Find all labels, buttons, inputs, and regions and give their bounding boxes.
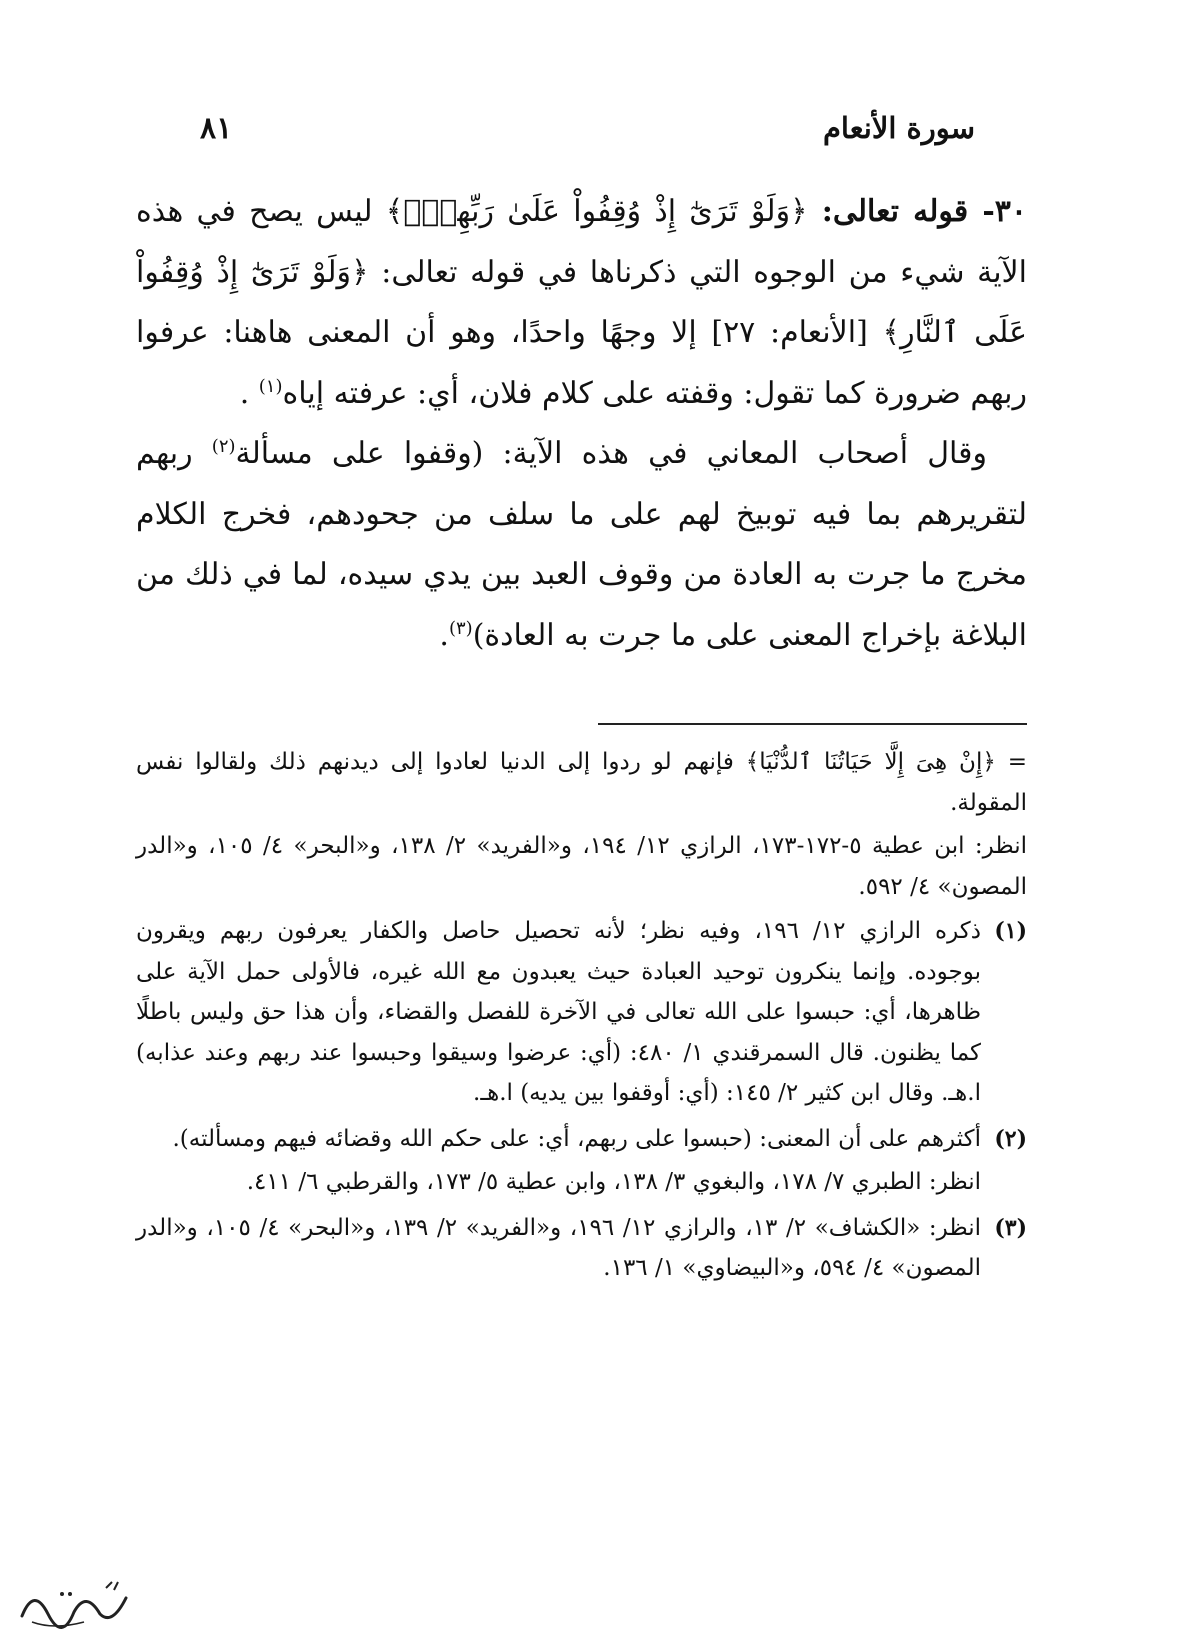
paragraph-ashab-al-maani — [136, 424, 1027, 666]
footnote-text: فإنهم لو ردوا إلى الدنيا لعادوا إلى ديدنهم ذلك ولقالوا نفس المقولة. — [136, 749, 1027, 816]
main-text — [136, 182, 1027, 666]
footnote-text: انظر: «الكشاف» ٢/ ١٣، والرازي ١٢/ ١٩٦، و«الفريد» ٢/ ١٣٩، و«البحر» ٤/ ١٠٥، و«الدر المصون» ٤/ ٥٩٤، و«البيضاوي» ١/ ١٣٦. — [136, 1214, 982, 1281]
footnote-text: أكثرهم على أن المعنى: (حبسوا على ربهم، أي: على حكم الله وقضائه فيهم ومسألته). — [172, 1125, 981, 1152]
footnote-marker: (٣) — [994, 1214, 1027, 1241]
quran-quote: ﴿وَلَوْ تَرَىٰٓ إِذْ وُقِفُواْ عَلَىٰ رَبِّهِمْۚ﴾ — [385, 194, 808, 229]
footnote-body — [136, 911, 981, 1117]
footnote-ref: (١) — [258, 375, 283, 397]
paragraph-text: وقال أصحاب المعاني في هذه الآية: (وقفوا على مسألة — [235, 436, 987, 471]
footnote-continuation — [136, 742, 1027, 823]
footnote-text: ذكره الرازي ١٢/ ١٩٦، وفيه نظر؛ لأنه تحصيل حاصل والكفار يعرفون ربهم ويقرون بوجوده. وإنما ينكرون توحيد العبادة حيث يعبدون مع الله غيره، فالأولى حمل الآية على ظاهرها، أي: حبسوا على الله تعالى في الآخرة للفصل والقضاء، وأن هذا حق وليس باطلًا كما يظنون. قال السمرقندي ١/ ٤٨٠: (أي: عرضوا وسيقوا وحبسوا عند ربهم وعند عذابه) ا.هـ. وقال ابن كثير ٢/ ١٤٥: (أي: أوقفوا بين يديه) ا.هـ. — [136, 918, 982, 1106]
running-header — [200, 108, 975, 148]
footnotes — [136, 742, 1027, 1294]
footnote-body — [136, 1208, 981, 1292]
footnote-continuation-refs: انظر: ابن عطية ٥-١٧٢-١٧٣، الرازي ١٢/ ١٩٤، و«الفريد» ٢/ ١٣٨، و«البحر» ٤/ ١٠٥، و«الدر المصون» ٤/ ٥٩٢. — [136, 833, 1028, 900]
footnote-1 — [136, 911, 1027, 1117]
paragraph-text: ربهم لتقريرهم بما فيه توبيخ لهم على ما سلف من جحودهم، فخرج الكلام مخرج ما جرت به العادة من وقوف العبد بين يدي سيده، لما في ذلك من البلاغة بإخراج المعنى على ما جرت به العادة) — [136, 436, 1027, 653]
paragraph-text: ليس يصح في هذه الآية شيء من الوجوه التي ذكرناها في قوله تعالى: — [136, 194, 1027, 290]
footnote-2 — [136, 1119, 1027, 1206]
paragraph-end: . — [439, 617, 449, 653]
verse-number-lead: ٣٠- قوله تعالى: — [807, 194, 1028, 229]
footnote-divider — [598, 723, 1027, 725]
quran-quote: ﴿وَلَوْ تَرَىٰٓ إِذْ وُقِفُواْ عَلَى ٱلنَّارِ﴾ — [136, 254, 1027, 350]
quran-quote: ﴿إِنْ هِىَ إِلَّا حَيَاتُنَا ٱلدُّنْيَا﴾ — [745, 749, 996, 775]
paragraph-30 — [136, 182, 1027, 424]
footnote-text: انظر: الطبري ٧/ ١٧٨، والبغوي ٣/ ١٣٨، وابن عطية ٥/ ١٧٣، والقرطبي ٦/ ٤١١. — [246, 1169, 981, 1195]
footnote-body — [136, 1119, 981, 1206]
page-number: ٨١ — [200, 110, 233, 146]
continuation-marker: = — [995, 749, 1027, 775]
paragraph-text: [الأنعام: ٢٧] إلا وجهًا واحدًا، وهو أن المعنى هاهنا: عرفوا ربهم ضرورة كما تقول: وقفته على كلام فلان، أي: عرفته إياه — [136, 315, 1027, 411]
surah-title: سورة الأنعام — [822, 111, 975, 145]
footnote-ref: (٢) — [211, 436, 236, 457]
paragraph-end: . — [239, 375, 259, 411]
footnote-ref: (٣) — [448, 617, 473, 639]
footnote-marker: (١) — [994, 918, 1027, 944]
publisher-stamp-logo — [14, 1576, 134, 1636]
footnote-marker: (٢) — [994, 1125, 1027, 1152]
footnote-3 — [136, 1208, 1027, 1292]
